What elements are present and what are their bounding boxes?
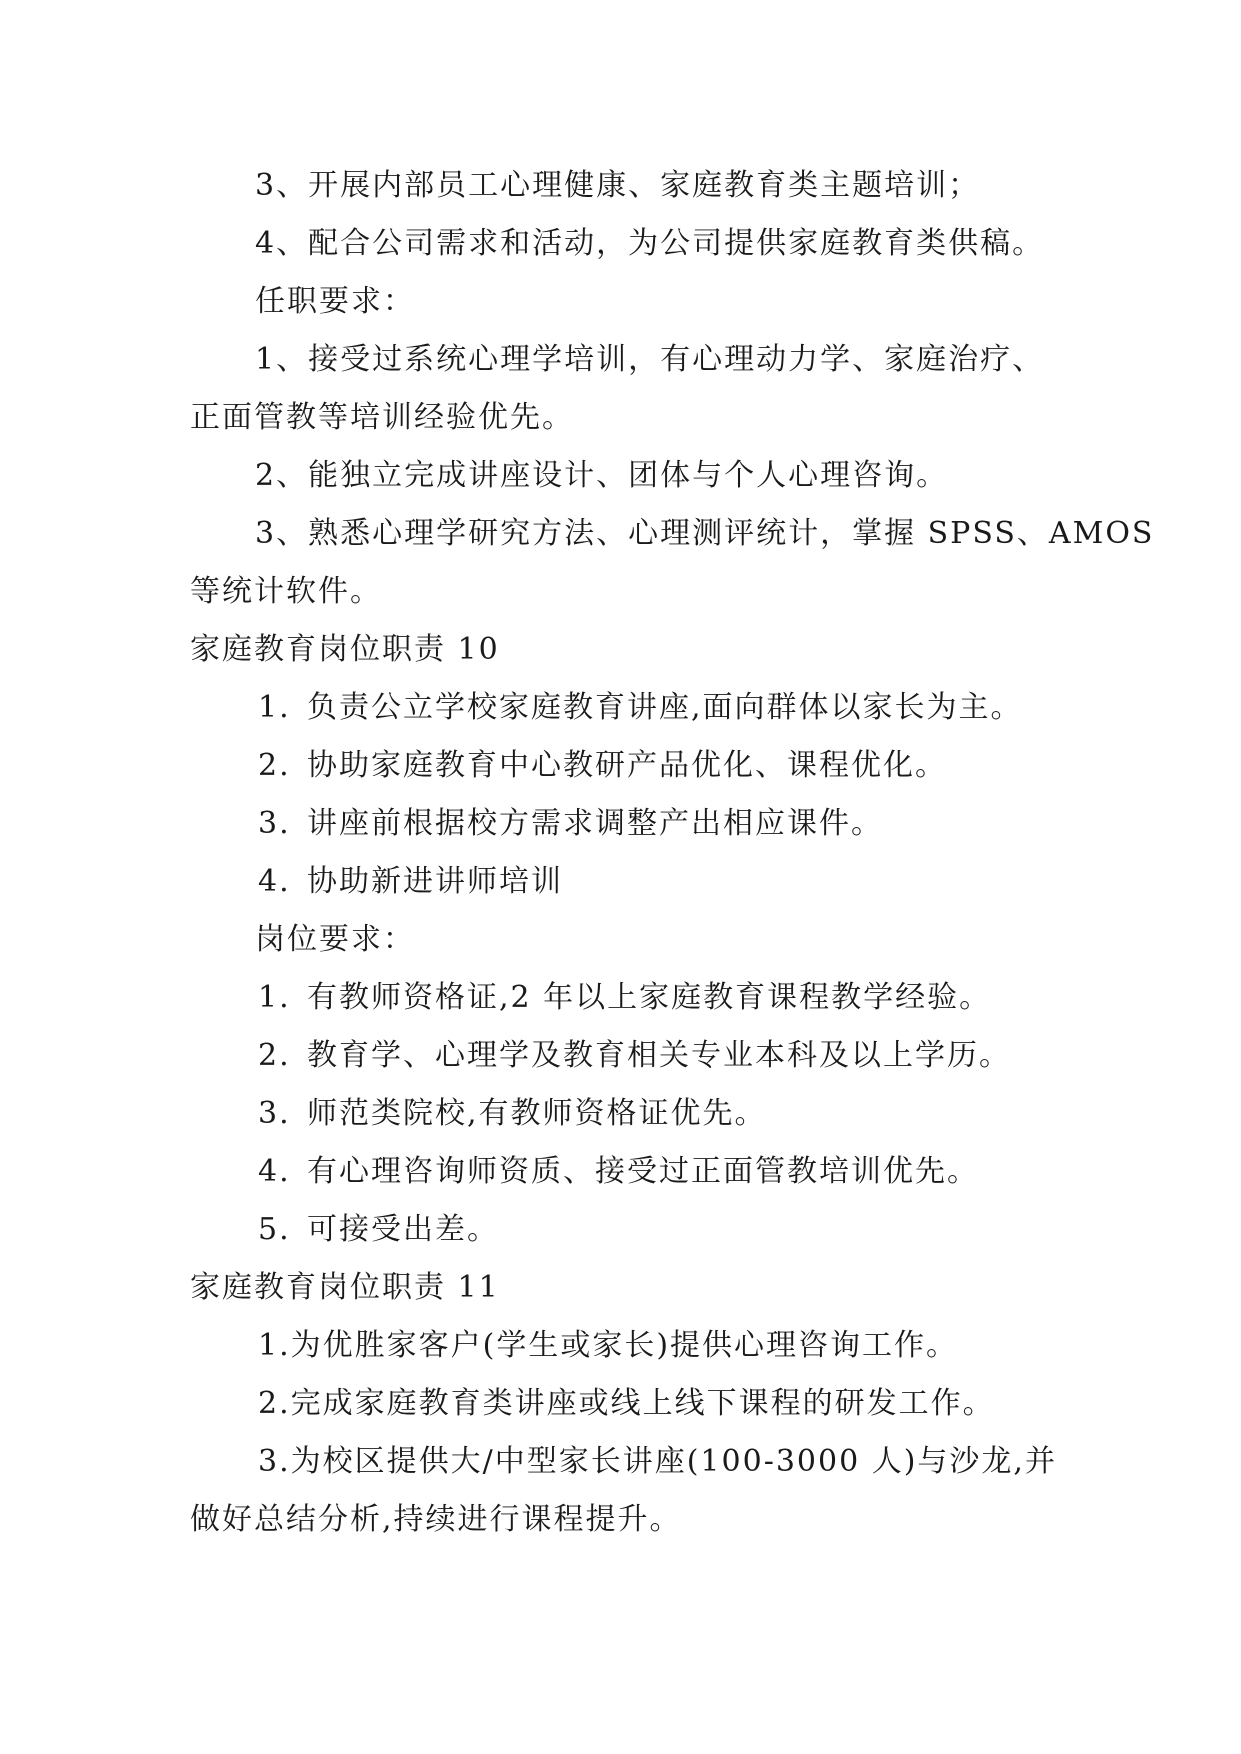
list-item: 3.为校区提供大/中型家长讲座(100-3000 人)与沙龙,并 xyxy=(258,1444,1057,1479)
requirement-1-line-2: 正面管教等培训经验优先。 xyxy=(190,400,574,435)
duty-number: 2. xyxy=(258,748,291,783)
duty-number: 4. xyxy=(258,864,291,899)
duty-number: 1. xyxy=(258,690,291,725)
duty-number: 3. xyxy=(258,806,291,841)
section-title-11: 家庭教育岗位职责 11 xyxy=(190,1270,500,1305)
requirement-3-line-2: 等统计软件。 xyxy=(190,574,382,609)
duty-text: 负责公立学校家庭教育讲座,面向群体以家长为主。 xyxy=(307,690,1023,725)
requirement-number: 1. xyxy=(258,980,291,1015)
requirement-text: 可接受出差。 xyxy=(307,1212,499,1247)
requirement-text: 师范类院校,有教师资格证优先。 xyxy=(307,1096,767,1131)
requirement-1-line-1: 1、接受过系统心理学培训，有心理动力学、家庭治疗、 xyxy=(255,342,1045,377)
list-item: 1.为优胜家客户(学生或家长)提供心理咨询工作。 xyxy=(258,1328,959,1363)
requirement-number: 2. xyxy=(258,1038,291,1073)
requirement-text: 有教师资格证,2 年以上家庭教育课程教学经验。 xyxy=(307,980,992,1015)
requirement-3-line-1: 3、熟悉心理学研究方法、心理测评统计，掌握 SPSS、AMOS xyxy=(255,516,1155,551)
requirement-number: 4. xyxy=(258,1154,291,1189)
duty-text: 讲座前根据校方需求调整产出相应课件。 xyxy=(307,806,883,841)
duty-3: 3、开展内部员工心理健康、家庭教育类主题培训； xyxy=(255,168,981,203)
duty-text: 协助家庭教育中心教研产品优化、课程优化。 xyxy=(307,748,947,783)
post-requirements-heading: 岗位要求： xyxy=(255,922,415,957)
duty-text: 协助新进讲师培训 xyxy=(307,864,563,899)
requirement-text: 有心理咨询师资质、接受过正面管教培训优先。 xyxy=(307,1154,979,1189)
requirements-heading: 任职要求： xyxy=(255,284,415,319)
section-title-10: 家庭教育岗位职责 10 xyxy=(190,632,500,667)
duty-4: 4、配合公司需求和活动，为公司提供家庭教育类供稿。 xyxy=(255,226,1045,261)
requirement-text: 教育学、心理学及教育相关专业本科及以上学历。 xyxy=(307,1038,1011,1073)
requirement-number: 5. xyxy=(258,1212,291,1247)
requirement-number: 3. xyxy=(258,1096,291,1131)
list-item: 2.完成家庭教育类讲座或线上线下课程的研发工作。 xyxy=(258,1386,995,1421)
requirement-2: 2、能独立完成讲座设计、团体与个人心理咨询。 xyxy=(255,458,949,493)
list-item-continuation: 做好总结分析,持续进行课程提升。 xyxy=(190,1502,682,1537)
